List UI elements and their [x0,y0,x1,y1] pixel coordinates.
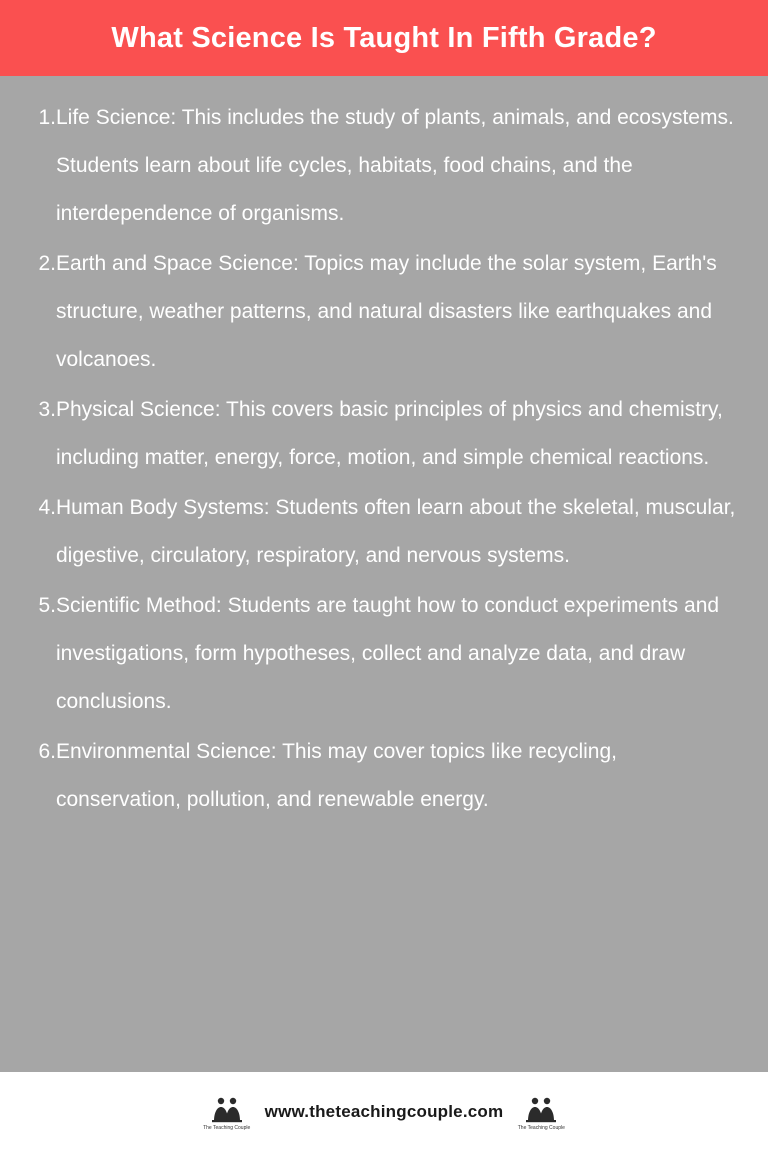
teaching-couple-logo-right [517,1089,565,1135]
list-item: Environmental Science: This may cover topics like recycling, conservation, pollution, and renewable energy. [56,740,618,811]
list-item: Physical Science: This covers basic principles of physics and chemistry, including matter, energy, force, motion, and simple chemical reactions. [56,398,723,469]
page-title: What Science Is Taught In Fifth Grade? [111,21,657,54]
list-item: Life Science: This includes the study of plants, animals, and ecosystems. Students learn about life cycles, habitats, food chains, and the interdependence of organisms. [56,106,734,225]
list-item: Human Body Systems: Students often learn about the skeletal, muscular, digestive, circulatory, respiratory, and nervous systems. [56,496,736,567]
logo-caption: The Teaching Couple [517,1124,565,1131]
list-item: Scientific Method: Students are taught how to conduct experiments and investigations, form hypotheses, collect and analyze data, and draw conclusions. [56,594,720,713]
poster-header [0,0,768,76]
site-url[interactable]: www.theteachingcouple.com [264,1102,504,1121]
teaching-couple-logo-left [203,1089,251,1135]
poster-body [0,76,768,1152]
poster-footer [0,1072,768,1152]
science-topic-list [22,94,746,824]
logo-caption: The Teaching Couple [203,1124,251,1131]
list-item: Earth and Space Science: Topics may include the solar system, Earth's structure, weather patterns, and natural disasters like earthquakes and volcanoes. [56,252,717,371]
